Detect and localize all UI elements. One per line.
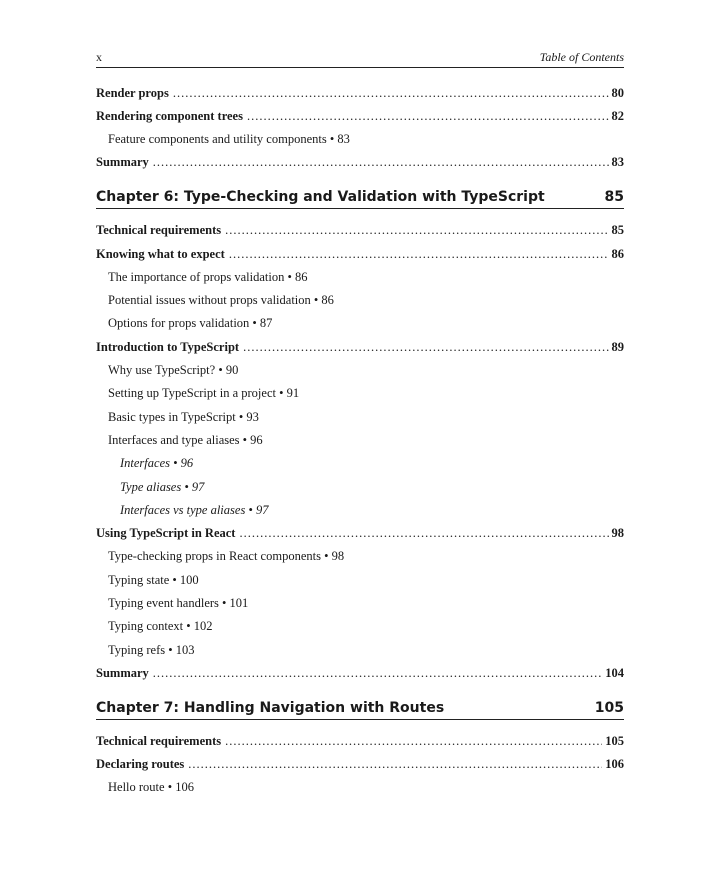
toc-entry-title: Summary bbox=[96, 666, 149, 680]
leader-dots bbox=[225, 731, 602, 751]
toc-entry[interactable] bbox=[96, 244, 624, 264]
chapter-heading[interactable] bbox=[96, 187, 624, 209]
toc-subsubentry[interactable]: Type aliases • 97 bbox=[120, 480, 205, 494]
toc-subsubentry[interactable]: Interfaces vs type aliases • 97 bbox=[120, 503, 269, 517]
toc-entry[interactable] bbox=[96, 337, 624, 357]
chapter-title: Chapter 6: Type-Checking and Validation with TypeScript bbox=[96, 189, 545, 205]
leader-dots bbox=[243, 337, 608, 357]
toc-subsubentry[interactable]: Interfaces • 96 bbox=[120, 456, 194, 470]
toc-entry[interactable] bbox=[96, 663, 624, 683]
leader-dots bbox=[153, 152, 609, 172]
toc-entry-page: 85 bbox=[611, 223, 624, 237]
toc-entry-title: Summary bbox=[96, 155, 149, 169]
toc-entry-page: 106 bbox=[605, 757, 624, 771]
toc-entry[interactable] bbox=[96, 731, 624, 751]
toc-entry-page: 98 bbox=[611, 526, 624, 540]
toc-entry[interactable] bbox=[96, 523, 624, 543]
toc-subentry[interactable]: Type-checking props in React components • 98 bbox=[108, 549, 345, 563]
toc-entry[interactable] bbox=[96, 220, 624, 240]
toc-entry-title: Technical requirements bbox=[96, 734, 222, 748]
toc-subentry[interactable]: Potential issues without props validation • 86 bbox=[108, 293, 334, 307]
toc-entry-title: Introduction to TypeScript bbox=[96, 340, 240, 354]
toc-entry-page: 82 bbox=[611, 109, 624, 123]
chapter-page: 85 bbox=[604, 189, 624, 205]
leader-dots bbox=[247, 106, 609, 126]
page-number: x bbox=[96, 50, 102, 64]
toc-entry-title: Render props bbox=[96, 86, 169, 100]
toc-subentry[interactable]: Typing state • 100 bbox=[108, 573, 199, 587]
page-header bbox=[96, 48, 624, 68]
toc-entry-page: 105 bbox=[605, 734, 624, 748]
toc-subentry[interactable]: Options for props validation • 87 bbox=[108, 316, 273, 330]
running-title: Table of Contents bbox=[539, 50, 624, 64]
toc-entry-title: Declaring routes bbox=[96, 757, 185, 771]
toc-subentry[interactable]: Hello route • 106 bbox=[108, 780, 194, 794]
chapter-title: Chapter 7: Handling Navigation with Routes bbox=[96, 700, 445, 716]
toc-subentry[interactable]: Why use TypeScript? • 90 bbox=[108, 363, 239, 377]
toc-entry[interactable] bbox=[96, 754, 624, 774]
toc-subentry[interactable]: Setting up TypeScript in a project • 91 bbox=[108, 386, 300, 400]
toc-entry[interactable] bbox=[96, 83, 624, 103]
leader-dots bbox=[153, 663, 602, 683]
leader-dots bbox=[173, 83, 609, 103]
toc-subentry[interactable]: Typing refs • 103 bbox=[108, 643, 195, 657]
leader-dots bbox=[188, 754, 602, 774]
toc-subentry[interactable]: Typing context • 102 bbox=[108, 619, 213, 633]
toc-subentry[interactable]: Basic types in TypeScript • 93 bbox=[108, 410, 259, 424]
toc-entry-page: 89 bbox=[611, 340, 624, 354]
chapter-heading[interactable] bbox=[96, 698, 624, 720]
toc-entry-title: Technical requirements bbox=[96, 223, 222, 237]
toc-entry-page: 83 bbox=[611, 155, 624, 169]
toc-entry-title: Using TypeScript in React bbox=[96, 526, 236, 540]
chapter-page: 105 bbox=[594, 700, 624, 716]
toc-subentry[interactable]: Typing event handlers • 101 bbox=[108, 596, 249, 610]
toc-entry-page: 86 bbox=[611, 247, 624, 261]
toc-subentry[interactable]: Interfaces and type aliases • 96 bbox=[108, 433, 263, 447]
toc-subentry[interactable]: Feature components and utility components • 83 bbox=[108, 132, 350, 146]
toc-subentry[interactable]: The importance of props validation • 86 bbox=[108, 270, 308, 284]
toc-entry[interactable] bbox=[96, 152, 624, 172]
toc-entry-page: 104 bbox=[605, 666, 624, 680]
toc-entry-title: Knowing what to expect bbox=[96, 247, 225, 261]
toc-entry[interactable] bbox=[96, 106, 624, 126]
leader-dots bbox=[239, 523, 608, 543]
toc-entry-title: Rendering component trees bbox=[96, 109, 243, 123]
leader-dots bbox=[229, 244, 609, 264]
toc-entry-page: 80 bbox=[611, 86, 624, 100]
leader-dots bbox=[225, 220, 608, 240]
